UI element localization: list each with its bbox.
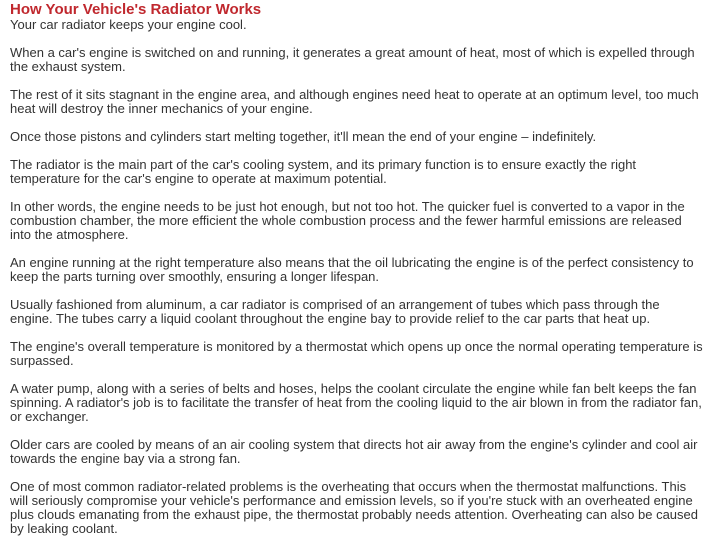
article-paragraph: Once those pistons and cylinders start melting together, it'll mean the end of your engine – indefinitely. — [10, 129, 597, 144]
article-title: How Your Vehicle's Radiator Works — [10, 1, 262, 18]
article-paragraph: Older cars are cooled by means of an air cooling system that directs hot air away from the engine's cylinder and cool air towards the engine bay via a strong fan. — [10, 437, 698, 466]
article-paragraph: One of most common radiator-related problems is the overheating that occurs when the thermostat malfunctions. This will seriously compromise your vehicle's performance and emission levels, so if you're stuck with an overheated engine plus clouds emanating from the exhaust pipe, the thermostat probably needs attention. Overheating can also be caused by leaking coolant. — [10, 479, 698, 536]
article-paragraph: The engine's overall temperature is monitored by a thermostat which opens up once the normal operating temperature is surpassed. — [10, 339, 703, 368]
article-paragraph: Usually fashioned from aluminum, a car radiator is comprised of an arrangement of tubes which pass through the engine. The tubes carry a liquid coolant throughout the engine bay to provide relief to the car parts that heat up. — [10, 297, 660, 326]
article-paragraph: The rest of it sits stagnant in the engine area, and although engines need heat to operate at an optimum level, too much heat will destroy the inner mechanics of your engine. — [10, 87, 699, 116]
article-paragraph: When a car's engine is switched on and running, it generates a great amount of heat, most of which is expelled through the exhaust system. — [10, 45, 695, 74]
article-paragraph: The radiator is the main part of the car's cooling system, and its primary function is to ensure exactly the right temperature for the car's engine to operate at maximum potential. — [10, 157, 637, 186]
article-lead: Your car radiator keeps your engine cool. — [10, 17, 247, 32]
article-paragraph: An engine running at the right temperature also means that the oil lubricating the engine is of the perfect consistency to keep the parts turning over smoothly, ensuring a longer lifespan. — [10, 255, 694, 284]
article-paragraph: In other words, the engine needs to be just hot enough, but not too hot. The quicker fuel is converted to a vapor in the combustion chamber, the more efficient the whole combustion process and the fewer harmful emissions are released into the atmosphere. — [10, 199, 685, 242]
article — [10, 2, 705, 550]
article-paragraph: A water pump, along with a series of belts and hoses, helps the coolant circulate the engine while fan belt keeps the fan spinning. A radiator's job is to facilitate the transfer of heat from the cooling liquid to the air blown in from the radiator fan, or exchanger. — [10, 381, 702, 424]
